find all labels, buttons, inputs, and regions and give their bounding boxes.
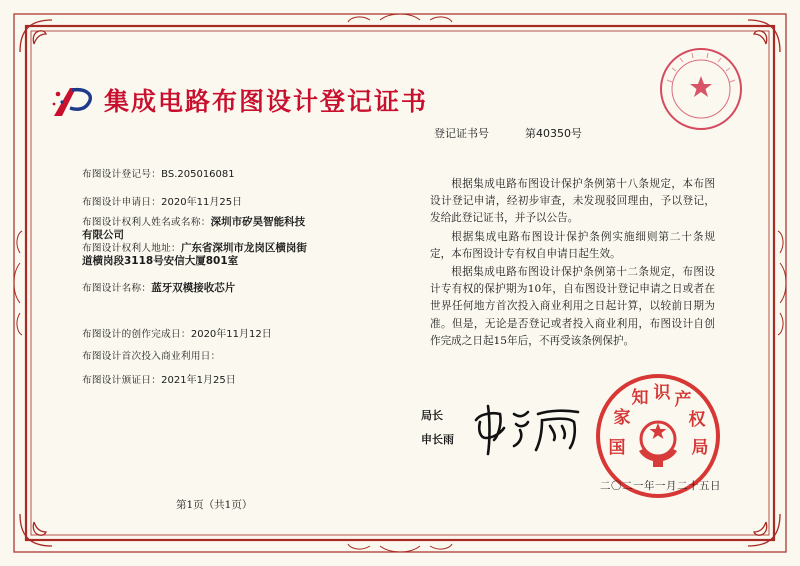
- title-row: [48, 80, 428, 120]
- field-issue-date: 布图设计颁证日：2021年1月25日: [82, 375, 236, 386]
- field-application-date: 布图设计申请日：2020年11月25日: [82, 197, 243, 208]
- registration-value: 第40350号: [525, 127, 582, 140]
- seal-char: 局: [691, 438, 709, 458]
- seal-char: 国: [608, 438, 626, 458]
- paragraph: 根据集成电路布图设计保护条例第十二条规定，布图设计专有权的保护期为10年，自布图设计登记申请之日或者在世界任何地方首次投入商业利用之日起计算，以较前日期为准。但是，无论是否登记或者投入商业利用，布图设计自创作完成之日起15年后，不再受该条例保护。: [430, 266, 715, 347]
- seal-char: 产: [674, 390, 692, 410]
- handwritten-signature: [470, 400, 590, 456]
- field-owner-address: 布图设计权利人地址：广东省深圳市龙岗区横岗街: [82, 242, 307, 254]
- registration-label: 登记证书号: [434, 127, 489, 140]
- paragraph: 根据集成电路布图设计保护条例第十八条规定，本布图设计登记申请，经初步审查，未发现驳回理由，予以登记，发给此登记证书，并予以公告。: [430, 178, 715, 225]
- issue-date: 二〇二一年一月二十五日: [600, 480, 721, 492]
- seal-char: 识: [653, 383, 671, 403]
- page-number: 第1页（共1页）: [176, 499, 253, 511]
- field-first-commercial-use: 布图设计首次投入商业利用日：: [82, 351, 221, 362]
- field-owner-address-cont: 道横岗段3118号安信大厦801室: [82, 255, 239, 267]
- seal-char: 知: [631, 388, 649, 408]
- small-seal-icon: [658, 46, 744, 132]
- paragraph: 根据集成电路布图设计保护条例实施细则第二十条规定，本布图设计专有权自申请日起生效。: [430, 230, 715, 260]
- field-reg-number: 布图设计登记号：BS.205016081: [82, 169, 235, 180]
- certificate-title: 集成电路布图设计登记证书: [104, 87, 429, 116]
- legal-text: [430, 176, 715, 351]
- field-owner-name-cont: 有限公司: [82, 229, 124, 241]
- director-title: 局长: [421, 409, 443, 422]
- field-owner-name: 布图设计权利人姓名或名称：深圳市矽昊智能科技: [82, 216, 306, 228]
- registration-number: [434, 125, 582, 141]
- field-design-name: 布图设计名称：蓝牙双模接收芯片: [82, 282, 236, 294]
- ip-logo-icon: [48, 82, 100, 118]
- seal-char: 权: [688, 410, 706, 430]
- seal-char: 家: [613, 408, 631, 428]
- director-name: 申长雨: [421, 433, 454, 446]
- field-creation-date: 布图设计的创作完成日：2020年11月12日: [82, 329, 272, 340]
